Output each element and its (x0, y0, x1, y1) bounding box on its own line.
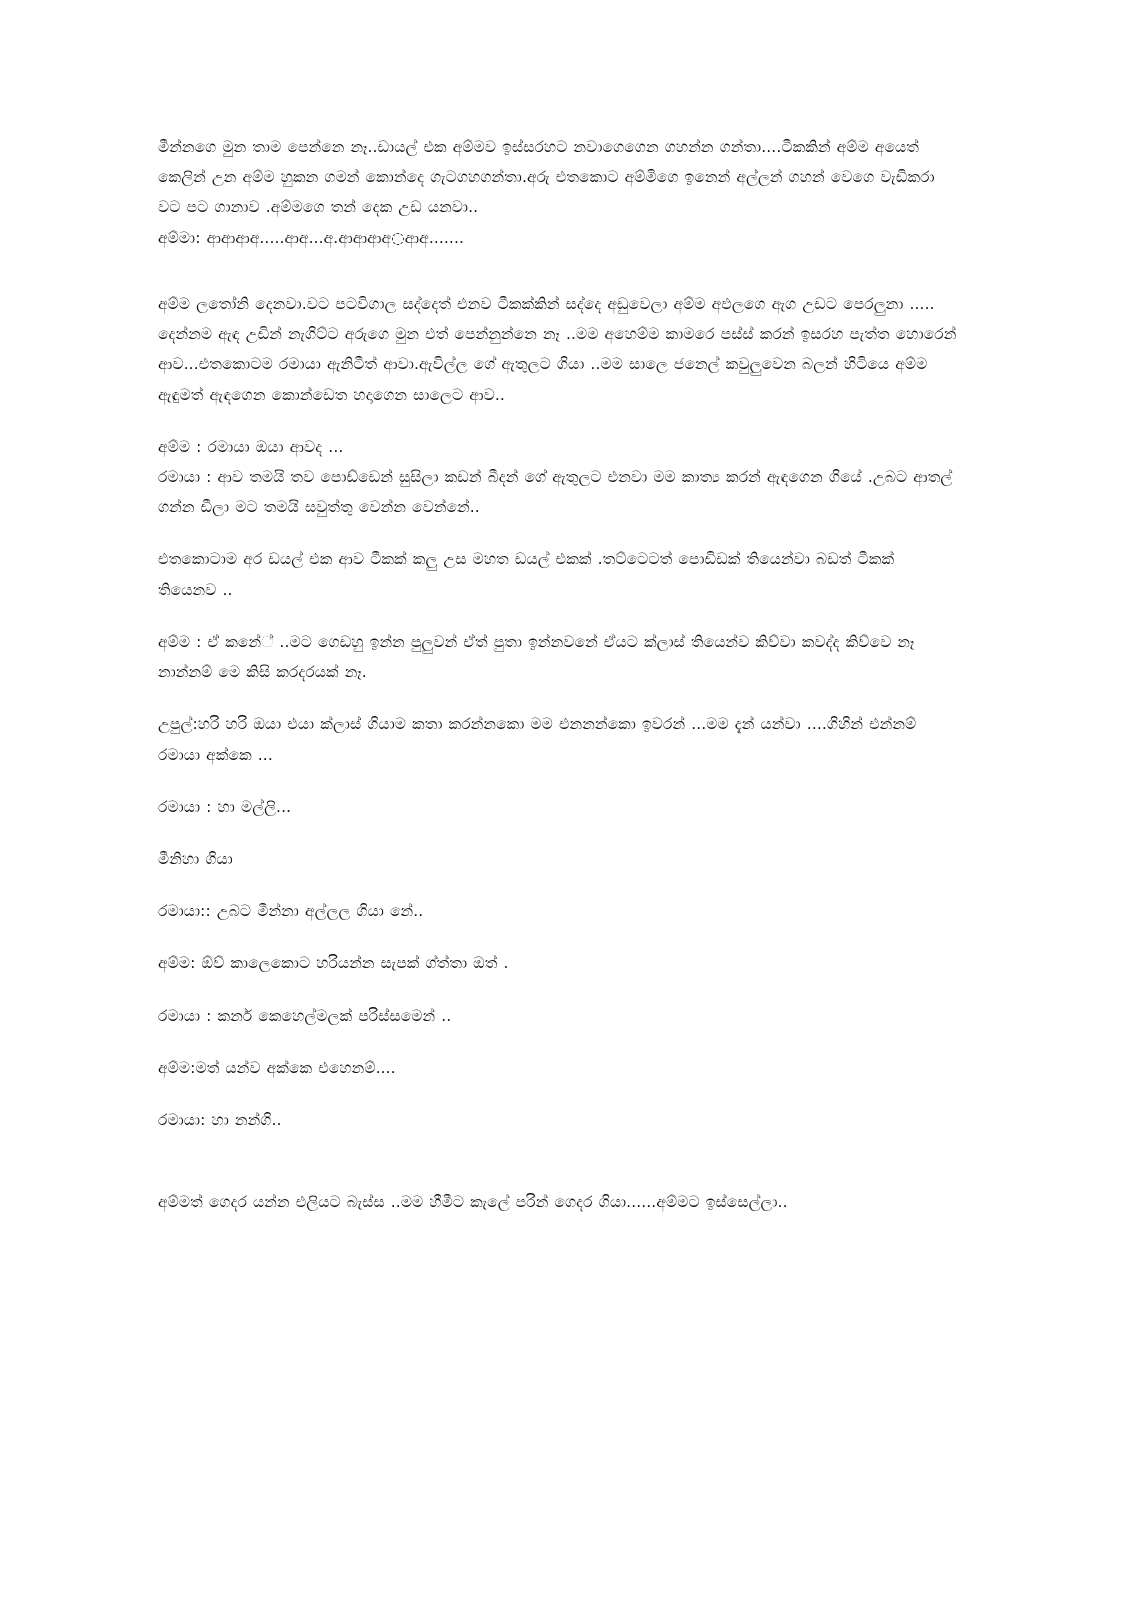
paragraph-12: රමායා:: උබට මීන්නා අල්ලල ගියා නේ.. (158, 902, 424, 921)
paragraph-9: උපුල්:හරි හරි ඔයා එයා ක්ලාස් ගියාම කතා කරන්නකො මම එනනන්කො ඉවරන් ...මම දැන් යන්වා ....ගිහින් එන්නම් රමායා අක්කෙ ... (158, 715, 917, 764)
document-body (158, 132, 958, 1217)
paragraph-4: දෙන්නම ඇඳ උඩින් නැගිට්ට අරුගෙ මුන එත් පෙන්නුන්නෙ නෑ ..මම අහෙම්ම කාමරෙ පස්ස් කරන් ඉසරහ පැත්ත හොරෙන් ආව...එතකොටම රමායා ඇනිටීත් ආවා.ඇවිල්ල ගේ ඇතුලට ගියා ..මම සාලෙ ජනෙල් කවුලුවෙන බලන් හිටියෙ අම්ම ඇඳුමත් ඇඳගෙන කොන්ඩෙත හදාගෙන සාලෙට ආව.. (158, 325, 957, 404)
spacer (158, 1135, 958, 1187)
spacer (158, 926, 958, 948)
paragraph-6: රමායා : ආව තමයි තව පොඩ්ඩෙන් සුසිලා කඩන් බීදන් ගේ ඇතුලට එනවා මම කාත්‍ය කරන් ඇඳගෙන ගියේ .උබට ආතල් ගන්න ඩීලා මට තමයි සවුත්තු වෙන්න වෙන්නේ.. (158, 467, 953, 517)
paragraph-13: අම්ම: ඕව් කාලෙකොට හරියන්න සැපක් ග්ත්තා ඔත් . (158, 954, 509, 973)
spacer (158, 822, 958, 844)
paragraph-5: අම්ම : රමායා ඔයා ආවද ... (158, 437, 344, 456)
spacer (158, 1031, 958, 1053)
spacer (158, 1083, 958, 1105)
paragraph-16: රමායා: හා නන්ගි.. (158, 1111, 282, 1130)
paragraph-8: අම්ම : ඒ කනේ් ..මට ගෙඩහු ඉන්න පුලුවන් ඒත් පුතා ඉන්නවනේ ඒයට ක්ලාස් තියෙන්ව කිව්වා කවද්ද කිව්වෙ නෑ නාන්නම් මෙ කිසි කරදරයක් නෑ. (158, 632, 915, 682)
spacer (158, 874, 958, 896)
paragraph-15: අම්ම:මත් යන්ව අක්කෙ එහෙනම්.... (158, 1058, 396, 1077)
paragraph-1: මීන්නගෙ මුන තාම පෙන්නෙ නෑ..ඩායල් එක අම්මව ඉස්සරහට නවාගෙගෙන ගහන්න ගන්තා....ටීකකින් අම්ම අයෙත් කෙලින් උන අම්ම හුකන ගමන් කොන්දෙ ගැටගහගන්තා.අරු එතකොට අම්මිගෙ ඉනෙන් අල්ලන් ගහන් වෙගෙ වැඩිකරා වට පට ගානාව .අම්මගෙ තන් දෙක උඩ යනවා.. (158, 138, 935, 217)
paragraph-17: අම්මත් ගෙදර යන්න එලියට බැස්ස ..මම හීමීට කැලේ පරින් ගෙදර ගියා......අම්මට ඉස්සෙල්ලා.. (158, 1193, 788, 1212)
paragraph-10: රමායා : හා මල්ලි... (158, 797, 292, 816)
spacer (158, 522, 958, 544)
paragraph-11: මීනිහා ගියා (158, 849, 233, 868)
spacer (158, 253, 958, 289)
spacer (158, 770, 958, 792)
paragraph-2: අම්මා: ආආආඅ.....ආඅ...අ.ආආආඅ◌ආඅ....... (158, 228, 465, 247)
spacer (158, 687, 958, 709)
paragraph-7: එතකොටාම අර ඩයල් එක ආව ටීකක් කලු උස මහත ඩයල් එකක් .තට්ටෙටත් පොඩිඩක් තියෙන්වා බඩත් ටීකක් තියෙනව .. (158, 550, 895, 599)
spacer (158, 605, 958, 627)
spacer (158, 979, 958, 1001)
paragraph-3: අම්ම ලතෝනි දෙනවා.වට පටවිගාල සද්දෙත් එනව ටීකක්කින් සද්දෙ අඩුවෙලා අම්ම අඵලගෙ ඇග උඩට පෙරලුනා ..... (158, 294, 935, 313)
spacer (158, 410, 958, 432)
paragraph-14: රමායා : කර්න කෙහෙල්මලක් පරිස්සමෙන් .. (158, 1006, 452, 1025)
